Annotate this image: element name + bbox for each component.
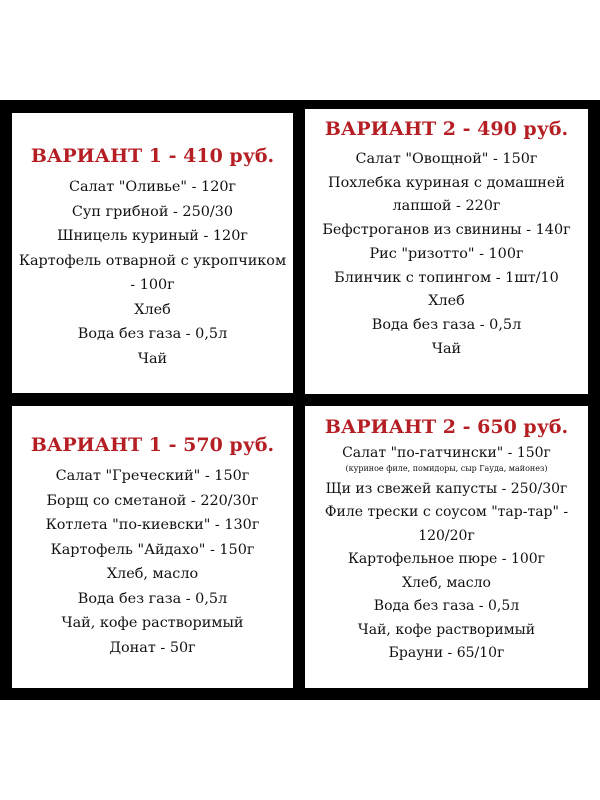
menu-items [305,442,588,666]
menu-item-note-wrapper [305,464,588,474]
menu-item: Блинчик с топингом - 1шт/10 [334,269,559,286]
menu-card-variant-1-410 [12,113,293,393]
menu-item: Вода без газа - 0,5л [371,316,522,333]
menu-item: Суп грибной - 250/30 [71,203,234,220]
menu-item: Картофель отварной с укропчиком - 100г [18,252,287,293]
menu-item: Хлеб [428,293,465,310]
menu-items [12,175,293,371]
menu-item: Бефстроганов из свинины - 140г [322,222,571,239]
menu-item: Картофельное пюре - 100г [347,551,546,567]
menu-item: Хлеб, масло [402,574,491,591]
menu-item: Борщ со сметаной - 220/30г [46,492,259,509]
menu-item: Хлеб, масло [106,566,199,582]
menu-item: Чай [137,350,168,367]
menu-card-variant-2-490 [305,109,588,394]
menu-item: Похлебка куриная с домашней лапшой - 220г [328,174,565,215]
menu-item: Чай, кофе растворимый [357,621,536,638]
menu-item: Хлеб [134,301,171,318]
menu-item: Вода без газа - 0,5л [77,326,228,342]
menu-title: ВАРИАНТ 1 - 570 руб. [30,434,275,456]
menu-item: Рис "ризотто" - 100г [369,245,524,262]
menu-item: Котлета "по-киевски" - 130г [45,517,260,533]
menu-item: Донат - 50г [109,639,196,656]
menu-item: Салат "Греческий" - 150г [55,468,250,484]
menu-item: Вода без газа - 0,5л [373,598,520,614]
menu-item: Брауни - 65/10г [388,645,505,661]
menu-item: Чай, кофе растворимый [61,615,244,631]
menu-item: Щи из свежей капусты - 250/30г [325,480,568,497]
menu-title: ВАРИАНТ 1 - 410 руб. [30,145,275,167]
menu-item: Шницель куриный - 120г [57,228,248,244]
menu-item: Картофель "Айдахо" - 150г [50,541,255,558]
menu-item: Салат "Овощной" - 150г [355,151,538,167]
menu-card-variant-1-570 [12,406,293,688]
menu-title: ВАРИАНТ 2 - 650 руб. [324,416,569,438]
menu-item: Вода без газа - 0,5л [77,590,228,607]
menu-title: ВАРИАНТ 2 - 490 руб. [324,118,569,140]
menu-item: Салат "Оливье" - 120г [68,179,237,195]
menu-item: Чай [431,340,462,357]
menu-items [12,464,293,660]
menu-item: Салат "по-гатчински" - 150г [342,445,551,461]
menu-card-variant-2-650 [305,406,588,688]
menu-items [305,148,588,361]
menu-item: Филе трески с соусом "тар-тар" - 120/20г [324,504,569,544]
menu-item-note: (куриное филе, помидоры, сыр Гауда, майонез) [345,463,548,473]
